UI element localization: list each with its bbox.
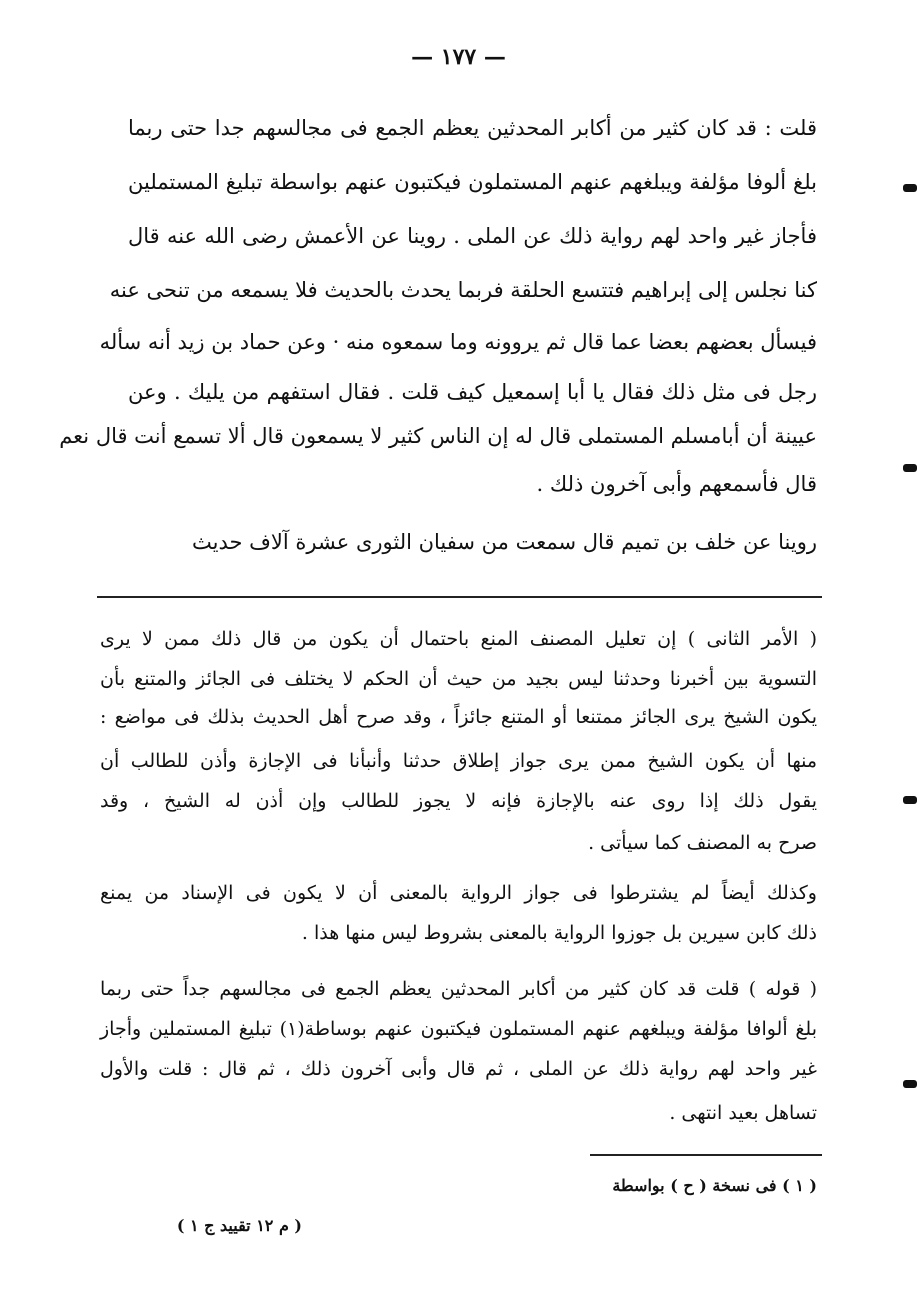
footnote: ( ١ ) فى نسخة ( ح ) بواسطة (612, 1176, 817, 1195)
main-text-line-7: عيينة أن أبامسلم المستملى قال له إن الناس كثير لا يسمعون قال ألا تسمع أنت قال نعم (59, 424, 817, 448)
note-para4-line-2: بلغ ألوافا مؤلفة ويبلغهم عنهم المستملون فيكتبون عنهم بوساطة(١) تبليغ المستملين وأجاز (100, 1018, 818, 1040)
note-para4-line-1: ( قوله ) قلت قد كان كثير من أكابر المحدثين يعظم الجمع فى مجالسهم جداً حتى ربما (100, 978, 817, 1000)
note-para3-line-2: ذلك كابن سيرين بل جوزوا الرواية بالمعنى بشروط ليس منها هذا . (301, 922, 817, 944)
edge-mark (903, 184, 917, 192)
main-text-line-6: رجل فى مثل ذلك فقال يا أبا إسمعيل كيف قلت . فقال استفهم من يليك . وعن (128, 380, 817, 404)
note-para2-line-2: يقول ذلك إذا روى عنه بالإجازة فإنه لا يجوز للطالب وإن أذن له الشيخ ، وقد (100, 790, 817, 812)
main-text-last-line: روينا عن خلف بن تميم قال سمعت من سفيان الثورى عشرة آلاف حديث (192, 530, 817, 554)
separator-rule (97, 596, 822, 598)
main-text-line-1: قلت : قد كان كثير من أكابر المحدثين يعظم الجمع فى مجالسهم جدا حتى ربما (128, 116, 818, 140)
main-text-line-4: كنا نجلس إلى إبراهيم فتتسع الحلقة فربما يحدث بالحديث فلا يسمعه من تنحى عنه (109, 278, 817, 302)
page-number: — ١٧٧ — (411, 44, 506, 70)
main-text-line-3: فأجاز غير واحد لهم رواية ذلك عن الملى . روينا عن الأعمش رضى الله عنه قال (128, 224, 817, 248)
note-para3-line-1: وكذلك أيضاً لم يشترطوا فى جواز الرواية بالمعنى أن لا يكون فى الإسناد من يمنع (100, 882, 817, 904)
note-para1-line-2: التسوية بين أخبرنا وحدثنا ليس بجيد من حيث أن الحكم لا يختلف فى الجائز والمتنع بأن (100, 668, 817, 690)
note-para2-line-1: منها أن يكون الشيخ ممن يرى جواز إطلاق حدثنا وأنبأنا فى الإجازة وأذن للطالب أن (100, 750, 817, 772)
note-para4-line-3: غير واحد لهم رواية ذلك عن الملى ، ثم قال وأبى آخرون ذلك ، ثم قال : قلت والأول (100, 1058, 817, 1080)
note-para1-line-3: يكون الشيخ يرى الجائز ممتنعا أو المتنع جائزاً ، وقد صرح أهل الحديث بذلك فى مواضع : (100, 706, 817, 728)
note-para4-line-4: تساهل بعيد انتهى . (669, 1102, 817, 1124)
main-text-line-8: قال فأسمعهم وأبى آخرون ذلك . (536, 472, 817, 496)
edge-mark (903, 796, 917, 804)
signature-mark: ( م ١٢ تقييد ج ١ ) (176, 1216, 302, 1235)
edge-mark (903, 464, 917, 472)
footnote-rule (590, 1154, 822, 1156)
edge-mark (903, 1080, 917, 1088)
note-para1-line-1: ( الأمر الثانى ) إن تعليل المصنف المنع باحتمال أن يكون من قال ذلك ممن لا يرى (100, 628, 817, 650)
main-text-line-2: بلغ ألوفا مؤلفة ويبلغهم عنهم المستملون فيكتبون عنهم بواسطة تبليغ المستملين (128, 170, 817, 194)
note-para2-line-3: صرح به المصنف كما سيأتى . (588, 832, 817, 854)
main-text-line-5: فيسأل بعضهم بعضا عما قال ثم يروونه وما سمعوه منه · وعن حماد بن زيد أنه سأله (99, 330, 817, 354)
